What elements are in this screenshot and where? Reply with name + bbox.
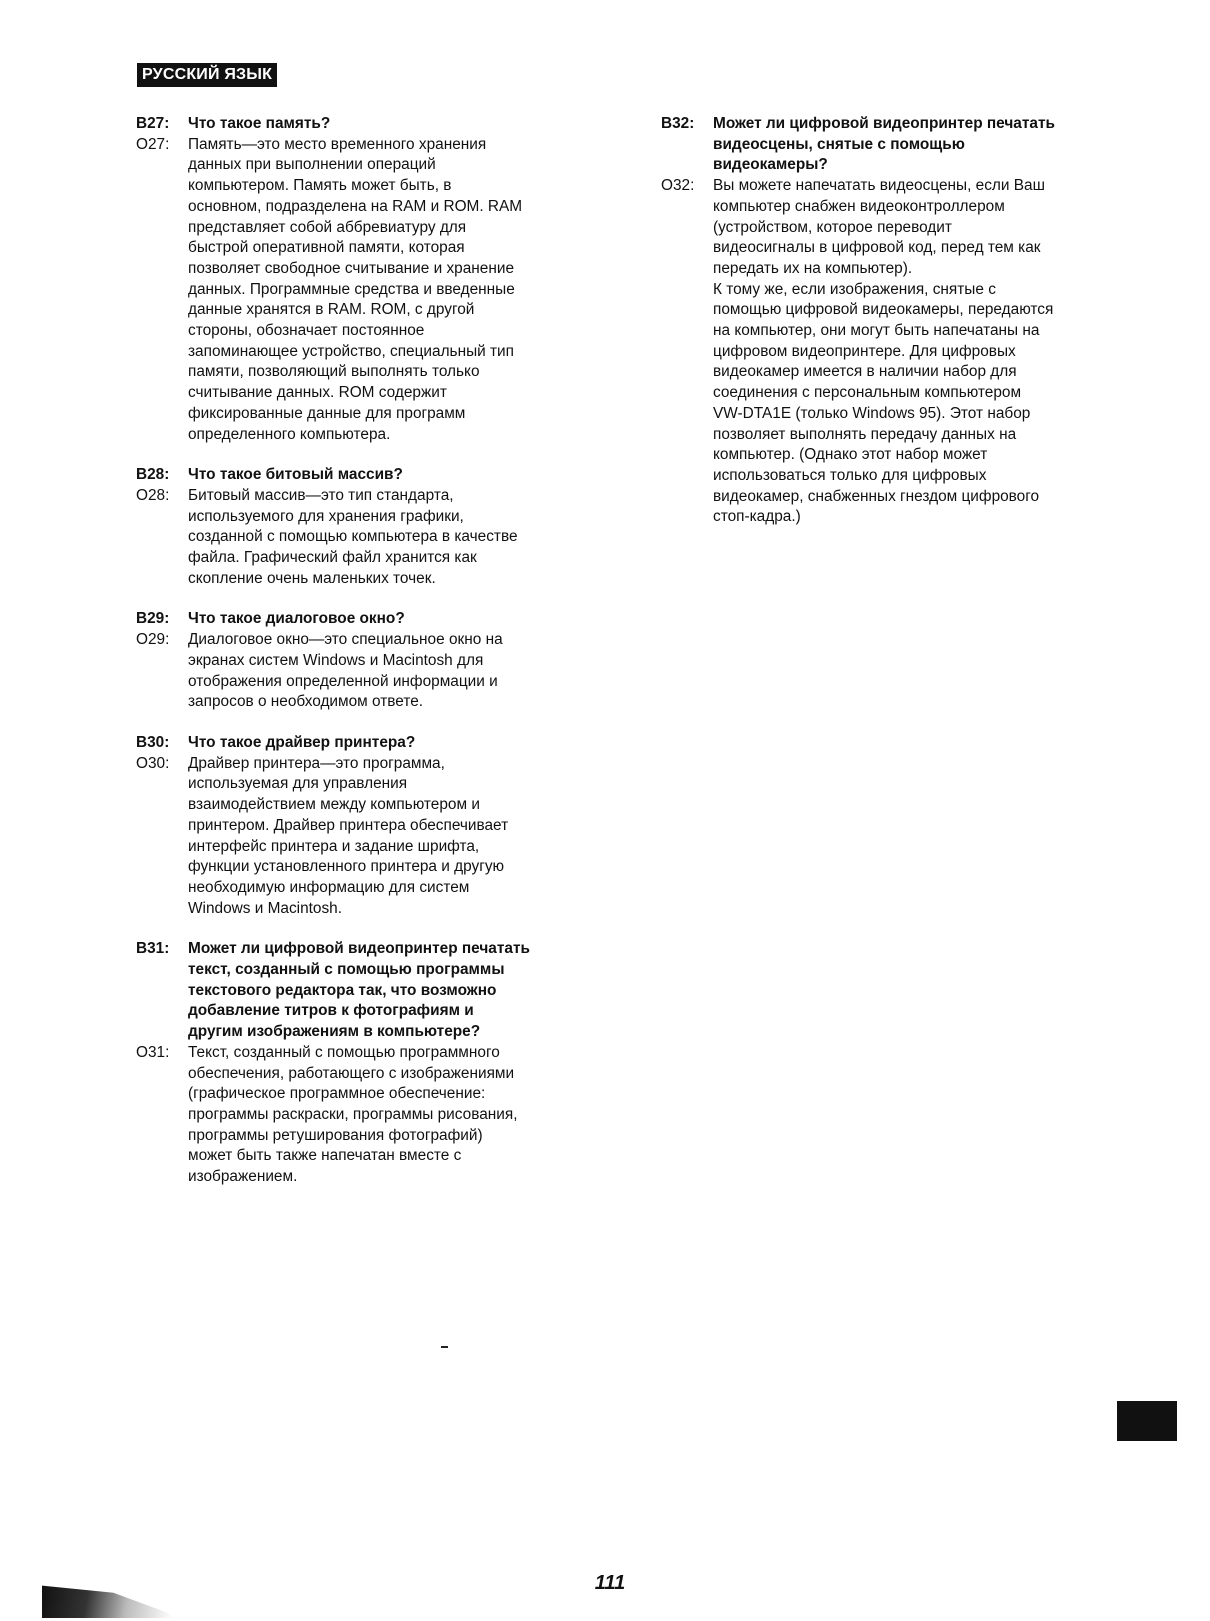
qa-item-b28 (136, 465, 586, 589)
right-column (661, 114, 1111, 548)
question-text: Что такое память? (188, 115, 331, 132)
question-text: Может ли цифровой видеопринтер печатать текст, созданный с помощью программы текстового редактора так, что возможно добавление титров к фотографиям и другим изображениям в компьютере? (188, 940, 530, 1041)
section-tab-marker (1117, 1401, 1177, 1441)
question-label: В27: (136, 115, 170, 132)
answer-text: Битовый массив—это тип стандарта, используемого для хранения графики, созданной с помощью компьютера в качестве файла. Графический файл хранится как скопление очень маленьких точек. (188, 486, 518, 587)
stray-mark (441, 1346, 448, 1348)
answer-label: О27: (136, 135, 170, 153)
answer-text: Драйвер принтера—это программа, используемая для управления взаимодействием между компьютером и принтером. Драйвер принтера обеспечивает интерфейс принтера и задание шрифта, функции установленного принтера и другую необходимую информацию для систем Windows и Macintosh. (188, 754, 509, 917)
question-text: Что такое битовый массив? (188, 466, 403, 484)
question-label: В29: (136, 610, 170, 628)
answer-label: О28: (136, 486, 170, 504)
answer-text: Память—это место временного хранения данных при выполнении операций компьютером. Память может быть, в основном, подразделена на RAM и ROM. RAM представляет собой аббревиатуру для быстрой оперативной памяти, которая позволяет свободное считывание и хранение данных. Программные средства и введенные данные хранятся в RAM. ROM, с другой стороны, обозначает постоянное запоминающее устройство, специальный тип памяти, позволяющий выполнять только считывание данных. ROM содержит фиксированные данные для программ определенного компьютера. (188, 135, 523, 443)
answer-label: О29: (136, 631, 170, 649)
answer-text: Вы можете напечатать видеосцены, если Ваш компьютер снабжен видеоконтроллером (устройством, которое переводит видеосигналы в цифровой код, перед тем как передать их на компьютер). К тому же, если изображения, снятые с помощью цифровой видеокамеры, передаются на компьютер, они могут быть напечатаны на цифровом видеопринтере. Для цифровых видеокамер имеется в наличии набор для соединения с персональным компьютером VW-DTA1E (только Windows 95). Этот набор позволяет выполнять передачу данных на компьютер. (Однако этот набор может использоваться только для цифровых видеокамер, снабженных гнездом цифрового стоп-кадра.) (713, 177, 1054, 526)
question-label: В32: (661, 115, 695, 132)
language-badge: РУССКИЙ ЯЗЫК (137, 63, 277, 87)
left-column (136, 114, 586, 1208)
question-label: В30: (136, 733, 170, 751)
answer-label: О32: (661, 177, 695, 195)
qa-item-b27 (136, 114, 586, 445)
qa-item-b29 (136, 609, 586, 713)
answer-label: О30: (136, 754, 170, 772)
scan-artifact (42, 1582, 172, 1618)
page-number: 111 (594, 1572, 626, 1594)
qa-item-b30 (136, 733, 586, 919)
answer-text: Текст, созданный с помощью программного обеспечения, работающего с изображениями (графическое программное обеспечение: программы раскраски, программы рисования, программы ретуширования фотографий) может быть также напечатан вместе с изображением. (188, 1043, 518, 1186)
qa-item-b32 (661, 114, 1111, 528)
question-label: В28: (136, 466, 170, 484)
answer-text: Диалоговое окно—это специальное окно на экранах систем Windows и Macintosh для отображения определенной информации и запросов о необходимом ответе. (188, 631, 503, 711)
question-text: Может ли цифровой видеопринтер печатать видеосцены, снятые с помощью видеокамеры? (713, 115, 1055, 174)
answer-label: О31: (136, 1043, 170, 1061)
question-text: Что такое диалоговое окно? (188, 610, 405, 628)
question-text: Что такое драйвер принтера? (188, 733, 416, 751)
qa-item-b31 (136, 939, 586, 1187)
question-label: В31: (136, 940, 170, 958)
